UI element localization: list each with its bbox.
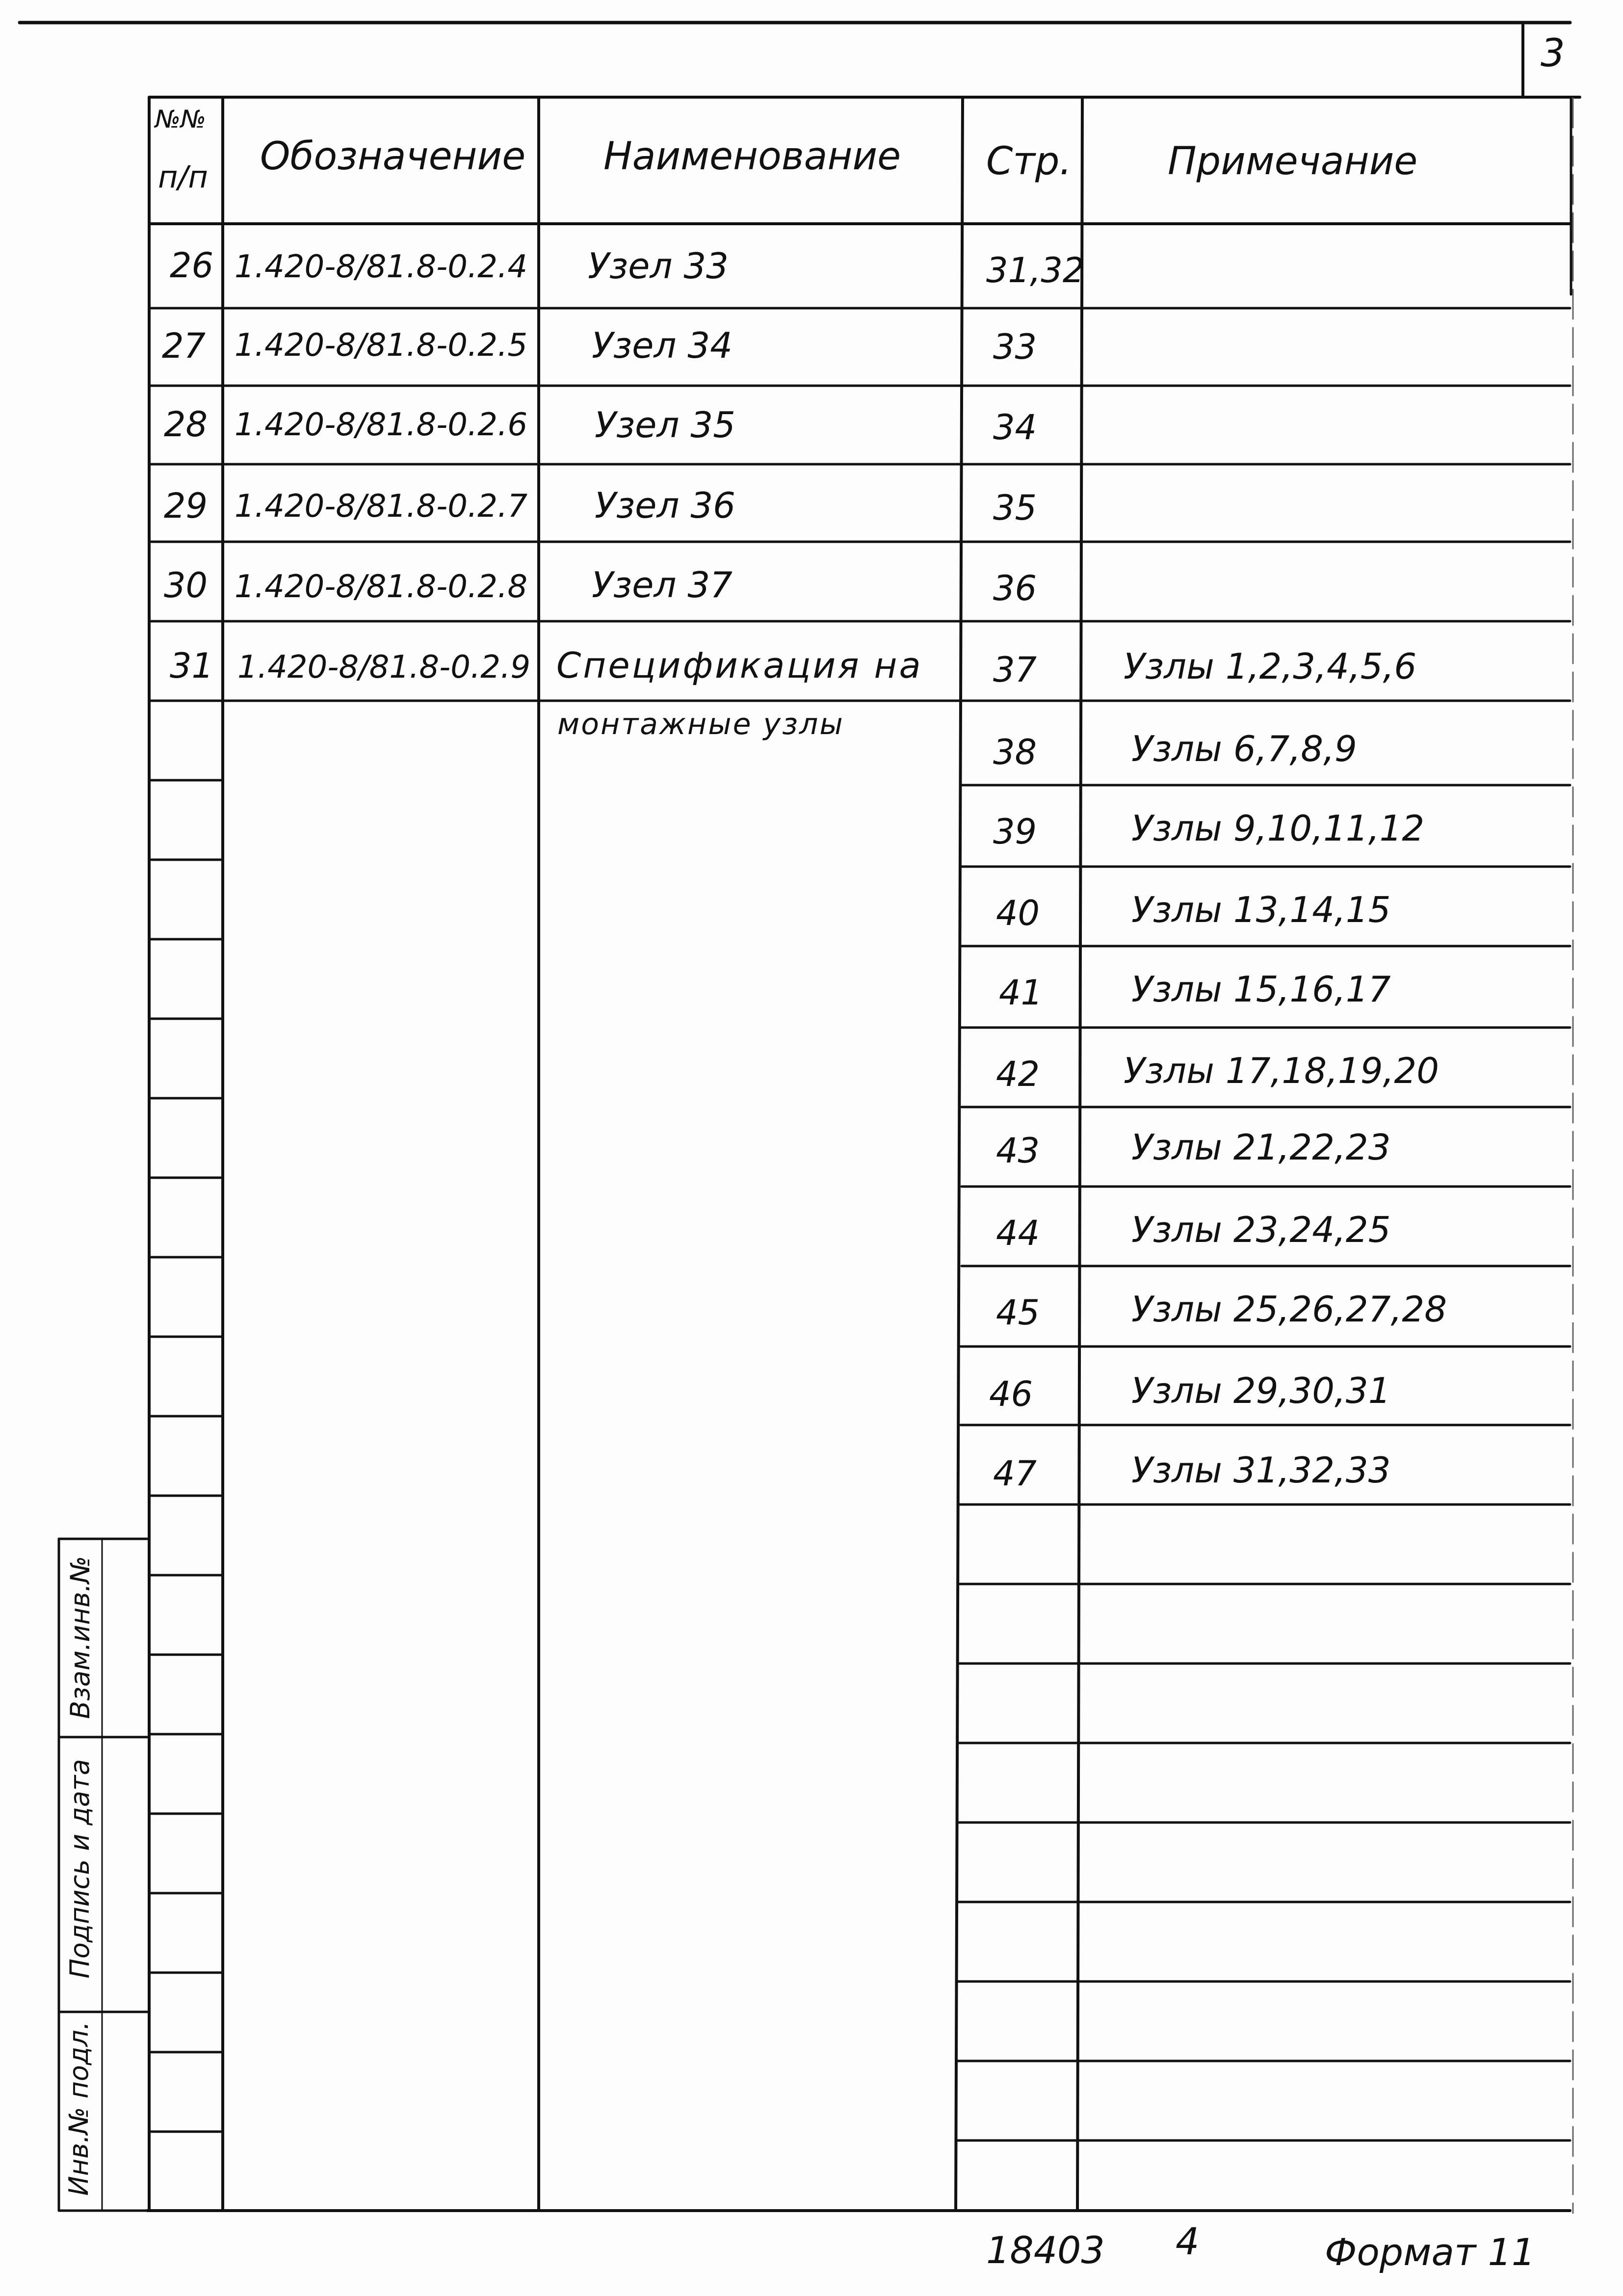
row-page: 34: [993, 407, 1037, 448]
row-note: Узлы 23,24,25: [1131, 1209, 1391, 1250]
row-name: Узел 37: [592, 564, 733, 606]
row-page: 31,32: [986, 250, 1085, 290]
row-page: 42: [996, 1054, 1040, 1094]
row-designation: 1.420-8/81.8-0.2.5: [235, 327, 528, 364]
row-page: 35: [993, 488, 1037, 528]
header-name: Наименование: [603, 134, 901, 179]
row-page: 44: [996, 1213, 1040, 1253]
row-num: 29: [164, 486, 208, 526]
footer-doc-number: 18403: [986, 2228, 1105, 2272]
row-name: монтажные узлы: [557, 707, 844, 741]
header-designation: Обозначение: [260, 134, 526, 179]
row-name: Узел 36: [595, 485, 735, 526]
row-page: 38: [993, 732, 1037, 772]
row-num: 31: [170, 646, 214, 686]
header-page: Стр.: [986, 139, 1072, 184]
row-designation: 1.420-8/81.8-0.2.4: [235, 249, 528, 285]
footer-page-number: 4: [1176, 2219, 1200, 2263]
row-page: 39: [993, 812, 1037, 852]
row-note: Узлы 25,26,27,28: [1131, 1289, 1447, 1330]
row-page: 41: [999, 973, 1043, 1013]
row-page: 33: [993, 327, 1037, 367]
row-num: 27: [162, 326, 206, 366]
row-page: 40: [996, 893, 1040, 933]
stamp-replace-inventory-label: Взам.инв.№: [65, 1556, 96, 1719]
row-note: Узлы 15,16,17: [1131, 969, 1391, 1010]
row-note: Узлы 9,10,11,12: [1131, 808, 1425, 849]
row-name: Спецификация на: [556, 645, 923, 686]
row-name: Узел 34: [592, 325, 733, 366]
row-page: 46: [989, 1374, 1033, 1414]
row-note: Узлы 31,32,33: [1131, 1450, 1391, 1491]
row-name: Узел 33: [588, 245, 729, 287]
header-num-line2: п/п: [158, 159, 208, 195]
row-num: 28: [164, 404, 208, 445]
row-note: Узлы 6,7,8,9: [1131, 728, 1357, 769]
row-note: Узлы 29,30,31: [1131, 1370, 1391, 1411]
row-name: Узел 35: [595, 404, 735, 446]
row-page: 36: [993, 568, 1037, 608]
row-note: Узлы 21,22,23: [1131, 1127, 1391, 1168]
row-page: 37: [993, 650, 1037, 690]
row-designation: 1.420-8/81.8-0.2.7: [235, 488, 528, 525]
stamp-inventory-original-label: Инв.№ подл.: [63, 2021, 94, 2196]
header-num-line1: №№: [155, 105, 207, 133]
footer-format: Формат 11: [1325, 2230, 1536, 2274]
header-note: Примечание: [1168, 139, 1418, 184]
row-num: 26: [170, 245, 214, 286]
row-designation: 1.420-8/81.8-0.2.8: [235, 569, 528, 605]
row-note: Узлы 13,14,15: [1131, 889, 1391, 930]
row-note: Узлы 17,18,19,20: [1124, 1050, 1440, 1091]
stamp-signature-date-label: Подпись и дата: [64, 1759, 95, 1979]
row-designation: 1.420-8/81.8-0.2.9: [237, 649, 531, 686]
row-page: 47: [993, 1453, 1037, 1494]
row-num: 30: [164, 565, 208, 606]
row-designation: 1.420-8/81.8-0.2.6: [235, 407, 528, 443]
row-page: 45: [996, 1293, 1040, 1333]
row-page: 43: [996, 1131, 1040, 1171]
sheet-number: 3: [1541, 31, 1565, 76]
row-note: Узлы 1,2,3,4,5,6: [1124, 646, 1417, 687]
